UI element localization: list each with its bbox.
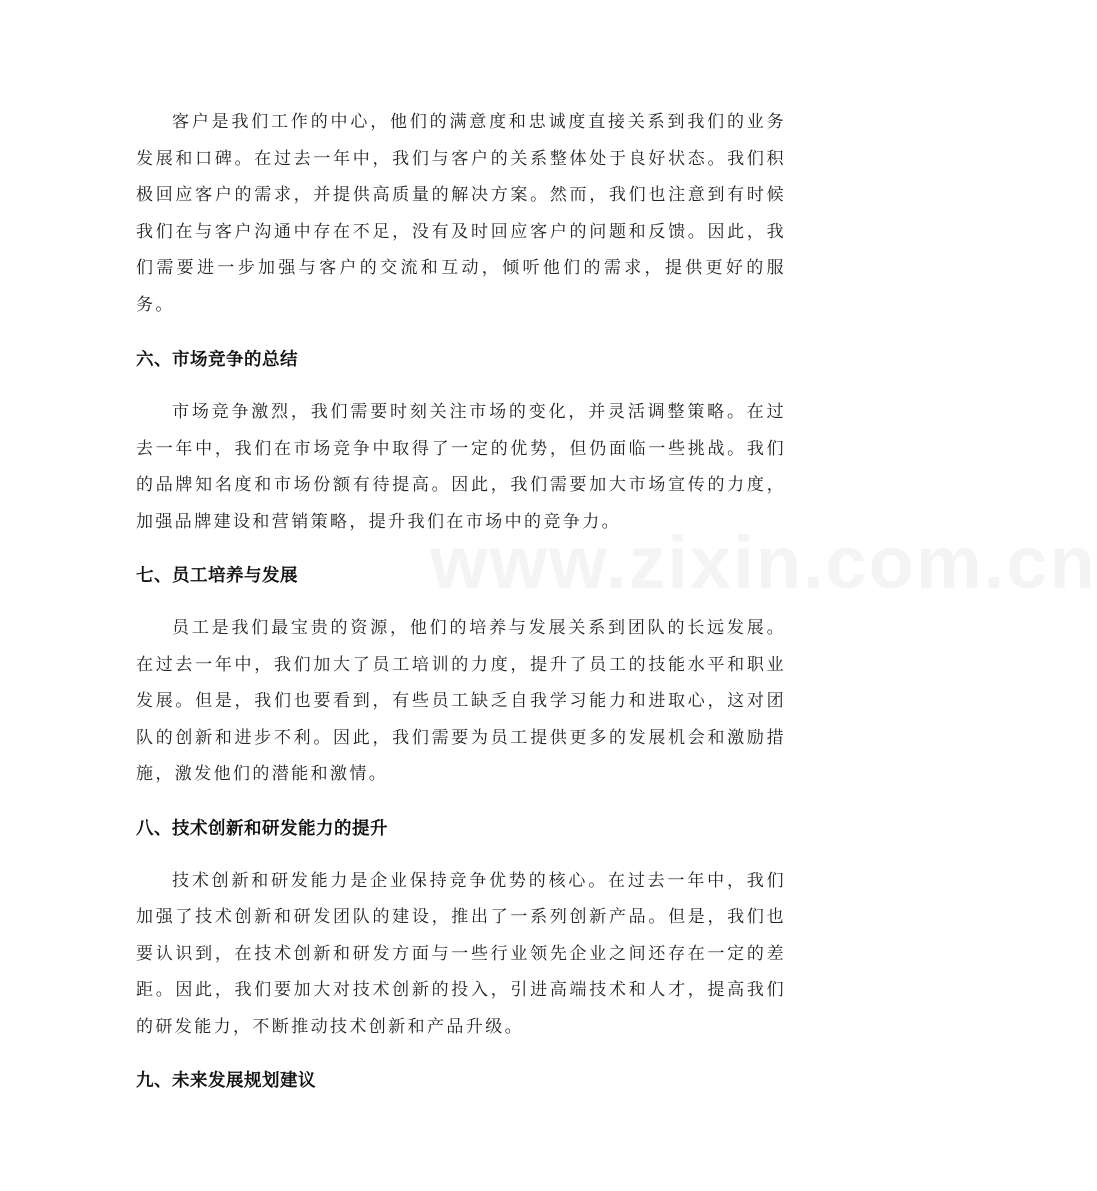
heading-future-planning: 九、未来发展规划建议 [136, 1071, 316, 1091]
paragraph-tech-innovation: 技术创新和研发能力是企业保持竞争优势的核心。在过去一年中，我们加强了技术创新和研发团队的建设，推出了一系列创新产品。但是，我们也要认识到，在技术创新和研发方面与一些行业领先企业之间还存在一定的差距。因此，我们要加大对技术创新的投入，引进高端技术和人才，提高我们的研发能力，不断推动技术创新和产品升级。 [136, 870, 786, 1037]
paragraph-market-competition: 市场竞争激烈，我们需要时刻关注市场的变化，并灵活调整策略。在过去一年中，我们在市场竞争中取得了一定的优势，但仍面临一些挑战。我们的品牌知名度和市场份额有待提高。因此，我们需要加大市场宣传的力度，加强品牌建设和营销策略，提升我们在市场中的竞争力。 [136, 402, 786, 532]
heading-tech-innovation: 八、技术创新和研发能力的提升 [136, 818, 388, 839]
paragraph-staff-development: 员工是我们最宝贵的资源，他们的培养与发展关系到团队的长远发展。在过去一年中，我们加大了员工培训的力度，提升了员工的技能水平和职业发展。但是，我们也要看到，有些员工缺乏自我学习能力和进取心，这对团队的创新和进步不利。因此，我们需要为员工提供更多的发展机会和激励措施，激发他们的潜能和激情。 [136, 618, 786, 784]
document-body [136, 104, 786, 1095]
watermark: www.zixin.com.cn [430, 521, 1097, 604]
heading-staff-development: 七、员工培养与发展 [136, 566, 298, 586]
heading-market-competition: 六、市场竞争的总结 [136, 350, 298, 370]
paragraph-customer: 客户是我们工作的中心，他们的满意度和忠诚度直接关系到我们的业务发展和口碑。在过去一年中，我们与客户的关系整体处于良好状态。我们积极回应客户的需求，并提供高质量的解决方案。然而，我们也注意到有时候我们在与客户沟通中存在不足，没有及时回应客户的问题和反馈。因此，我们需要进一步加强与客户的交流和互动，倾听他们的需求，提供更好的服务。 [136, 112, 786, 315]
